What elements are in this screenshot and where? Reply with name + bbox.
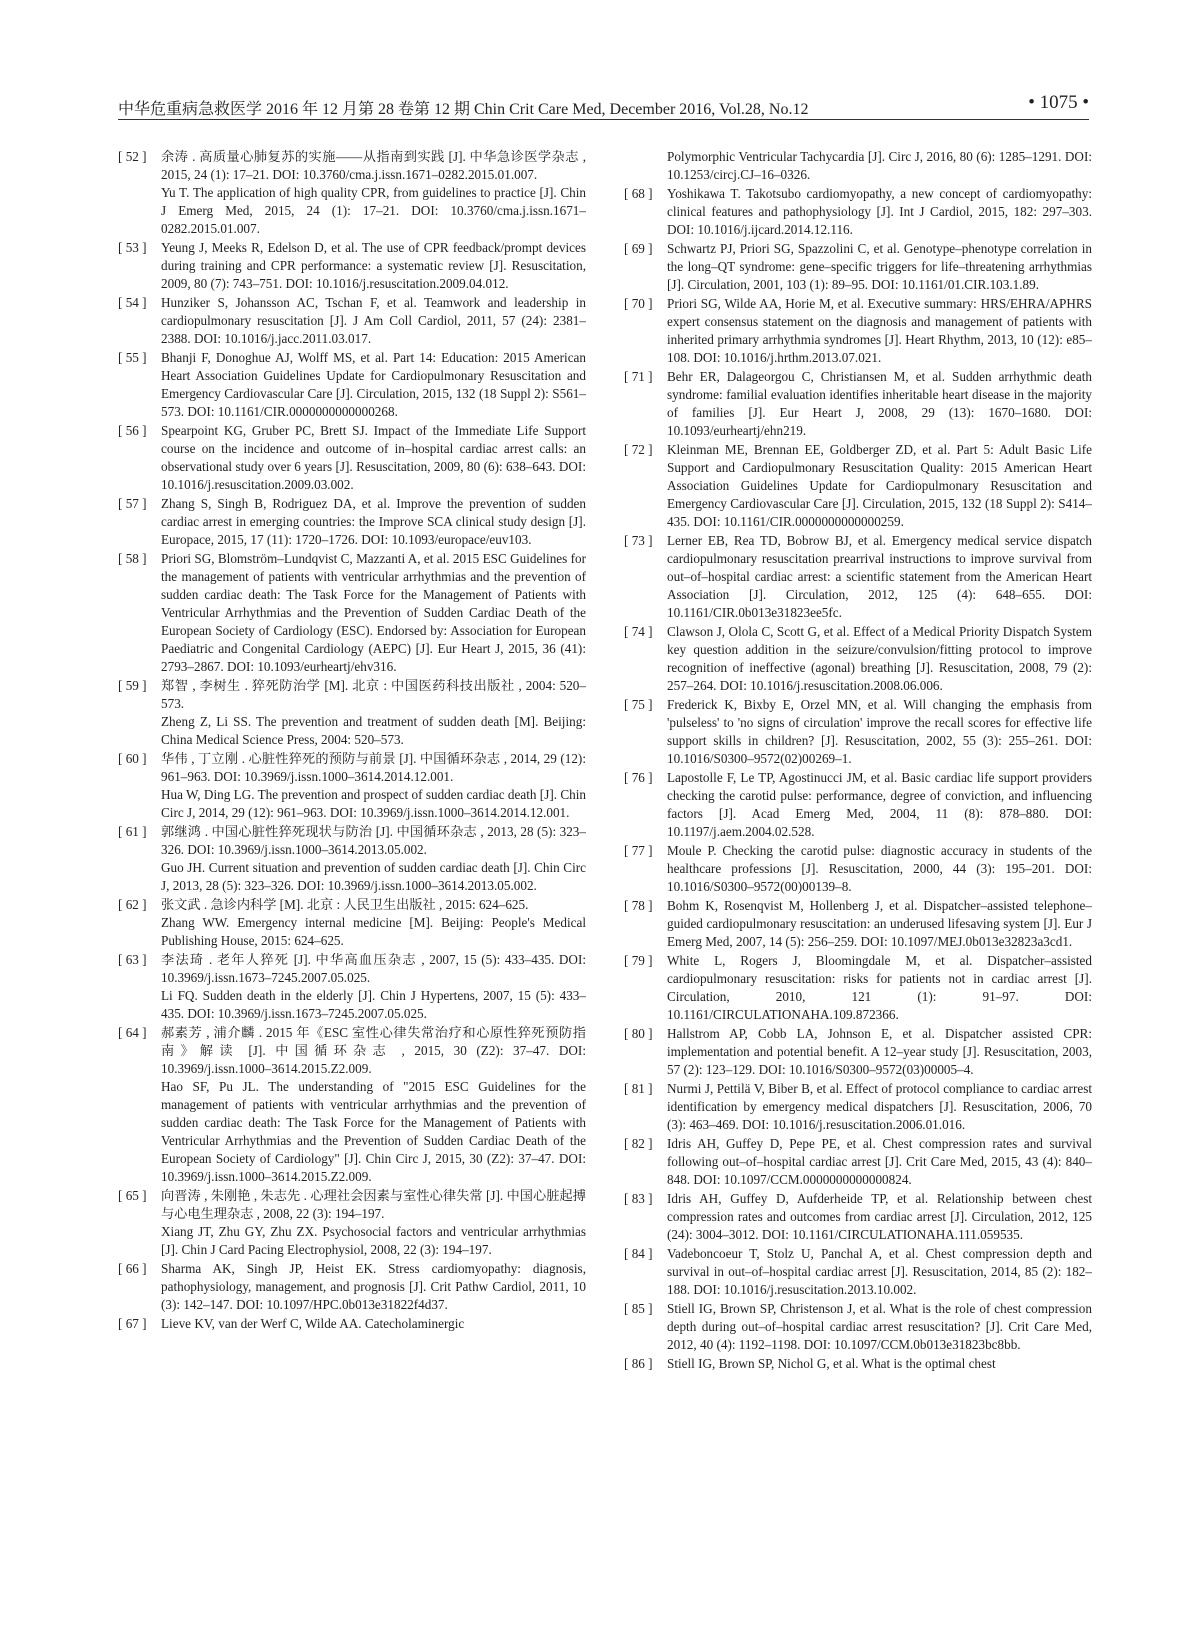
reference-entry	[624, 240, 1092, 294]
reference-entry	[118, 239, 586, 293]
reference-number: [ 85 ]	[624, 1301, 653, 1316]
reference-entry	[624, 696, 1092, 768]
reference-text: Vadeboncoeur T, Stolz U, Panchal A, et al. Chest compression depth and survival in out–of–hospital cardiac arrest [J]. Resuscitation, 2014, 85 (2): 182–188. DOI: 10.1016/j.resuscitation.2013.10.002.	[667, 1246, 1092, 1297]
reference-text: Priori SG, Wilde AA, Horie M, et al. Executive summary: HRS/EHRA/APHRS expert consensus statement on the diagnosis and management of patients with inherited primary arrhythmia syndromes [J]. Heart Rhythm, 2013, 10 (12): e85–108. DOI: 10.1016/j.hrthm.2013.07.021.	[667, 296, 1092, 365]
reference-entry	[118, 1260, 586, 1314]
reference-number: [ 83 ]	[624, 1191, 653, 1206]
reference-number: [ 75 ]	[624, 697, 653, 712]
reference-number: [ 71 ]	[624, 369, 653, 384]
reference-text: Nurmi J, Pettilä V, Biber B, et al. Effect of protocol compliance to cardiac arrest identification by emergency medical dispatchers [J]. Resuscitation, 2006, 70 (3): 463–469. DOI: 10.1016/j.resuscitation.2006.01.016.	[667, 1081, 1092, 1132]
reference-entry	[624, 952, 1092, 1024]
reference-translation: Zheng Z, Li SS. The prevention and treatment of sudden death [M]. Beijing: China Medical Science Press, 2004: 520–573.	[161, 714, 586, 747]
reference-number: [ 55 ]	[118, 350, 147, 365]
reference-text: 张文武 . 急诊内科学 [M]. 北京 : 人民卫生出版社 , 2015: 624–625.	[161, 897, 529, 912]
page-number: • 1075 •	[1028, 92, 1089, 113]
reference-entry	[624, 897, 1092, 951]
reference-text: Priori SG, Blomström–Lundqvist C, Mazzanti A, et al. 2015 ESC Guidelines for the management of patients with ventricular arrhythmias and the prevention of sudden cardiac death: The Task Force for the Management of Patients with Ventricular Arrhythmias and the Prevention of Sudden Cardiac Death of the European Society of Cardiology (ESC). Endorsed by: Association for European Paediatric and Congenital Cardiology (AEPC) [J]. Eur Heart J, 2015, 36 (41): 2793–2867. DOI: 10.1093/eurheartj/ehv316.	[161, 551, 586, 674]
header-divider	[118, 119, 1089, 120]
reference-number: [ 68 ]	[624, 186, 653, 201]
reference-entry	[624, 1190, 1092, 1244]
reference-number: [ 61 ]	[118, 824, 147, 839]
reference-text: Behr ER, Dalageorgou C, Christiansen M, et al. Sudden arrhythmic death syndrome: familial evaluation identifies inheritable heart disease in the majority of families [J]. Eur Heart J, 2008, 29 (13): 1670–1680. DOI: 10.1093/eurheartj/ehn219.	[667, 369, 1092, 438]
reference-entry	[624, 1135, 1092, 1189]
reference-text: Sharma AK, Singh JP, Heist EK. Stress cardiomyopathy: diagnosis, pathophysiology, management, and prognosis [J]. Crit Pathw Cardiol, 2011, 10 (3): 142–147. DOI: 10.1097/HPC.0b013e31822f4d37.	[161, 1261, 586, 1312]
reference-translation: Hua W, Ding LG. The prevention and prospect of sudden cardiac death [J]. Chin Circ J, 2014, 29 (12): 961–963. DOI: 10.3969/j.issn.1000–3614.2014.12.001.	[161, 787, 586, 820]
reference-number: [ 79 ]	[624, 953, 653, 968]
reference-text: Lerner EB, Rea TD, Bobrow BJ, et al. Emergency medical service dispatch cardiopulmonary resuscitation prearrival instructions to improve survival from out–of–hospital cardiac arrest: a scientific statement from the American Heart Association [J]. Circulation, 2012, 125 (4): 648–655. DOI: 10.1161/CIR.0b013e31823ee5fc.	[667, 533, 1092, 620]
reference-text: Stiell IG, Brown SP, Christenson J, et al. What is the role of chest compression depth during out–of–hospital cardiac arrest resuscitation? [J]. Crit Care Med, 2012, 40 (4): 1192–1198. DOI: 10.1097/CCM.0b013e31823bc8bb.	[667, 1301, 1092, 1352]
reference-translation: Hao SF, Pu JL. The understanding of "2015 ESC Guidelines for the management of patients with ventricular arrhythmias and the prevention of sudden cardiac death: The Task Force for the Management of Patients with Ventricular Arrhythmias and the Prevention of Sudden Cardiac Death of the European Society of Cardiology" [J]. Chin Circ J, 2015, 30 (Z2): 37–47. DOI: 10.3969/j.issn.1000–3614.2015.Z2.009.	[161, 1079, 586, 1184]
reference-number: [ 62 ]	[118, 897, 147, 912]
reference-entry	[118, 495, 586, 549]
reference-number: [ 81 ]	[624, 1081, 653, 1096]
page-header	[118, 92, 1089, 118]
reference-number: [ 72 ]	[624, 442, 653, 457]
reference-entry	[624, 1245, 1092, 1299]
reference-text: 郑智 , 李树生 . 猝死防治学 [M]. 北京 : 中国医药科技出版社 , 2004: 520–573.	[161, 678, 586, 711]
reference-text: Idris AH, Guffey D, Aufderheide TP, et al. Relationship between chest compression rates and outcomes from cardiac arrest [J]. Circulation, 2012, 125 (24): 3004–3012. DOI: 10.1161/CIRCULATIONAHA.111.059535.	[667, 1191, 1092, 1242]
reference-number: [ 58 ]	[118, 551, 147, 566]
reference-text: Hunziker S, Johansson AC, Tschan F, et al. Teamwork and leadership in cardiopulmonary resuscitation [J]. J Am Coll Cardiol, 2011, 57 (24): 2381–2388. DOI: 10.1016/j.jacc.2011.03.017.	[161, 295, 586, 346]
reference-number: [ 74 ]	[624, 624, 653, 639]
reference-number: [ 60 ]	[118, 751, 147, 766]
reference-number: [ 69 ]	[624, 241, 653, 256]
reference-translation: Guo JH. Current situation and prevention of sudden cardiac death [J]. Chin Circ J, 2013, 28 (5): 323–326. DOI: 10.3969/j.issn.1000–3614.2013.05.002.	[161, 860, 586, 893]
reference-text: 华伟 , 丁立刚 . 心脏性猝死的预防与前景 [J]. 中国循环杂志 , 2014, 29 (12): 961–963. DOI: 10.3969/j.issn.1000–3614.2014.12.001.	[161, 751, 586, 784]
reference-text: Lieve KV, van der Werf C, Wilde AA. Catecholaminergic	[161, 1316, 465, 1331]
reference-entry	[118, 349, 586, 421]
reference-entry	[624, 185, 1092, 239]
reference-entry	[118, 422, 586, 494]
reference-column-right	[624, 148, 1092, 1520]
reference-entry	[624, 1025, 1092, 1079]
reference-entry	[118, 148, 586, 238]
reference-translation: Xiang JT, Zhu GY, Zhu ZX. Psychosocial factors and ventricular arrhythmias [J]. Chin J Card Pacing Electrophysiol, 2008, 22 (3): 194–197.	[161, 1224, 586, 1257]
reference-number: [ 54 ]	[118, 295, 147, 310]
reference-entry	[624, 1300, 1092, 1354]
reference-translation: Yu T. The application of high quality CPR, from guidelines to practice [J]. Chin J Emerg Med, 2015, 24 (1): 17–21. DOI: 10.3760/cma.j.issn.1671–0282.2015.01.007.	[161, 185, 586, 236]
reference-translation: Li FQ. Sudden death in the elderly [J]. Chin J Hypertens, 2007, 15 (5): 433–435. DOI: 10.3969/j.issn.1673–7245.2007.05.025.	[161, 988, 586, 1021]
reference-entry	[624, 1355, 1092, 1373]
reference-entry	[624, 1080, 1092, 1134]
reference-number: [ 64 ]	[118, 1025, 147, 1040]
reference-text: Frederick K, Bixby E, Orzel MN, et al. Will changing the emphasis from 'pulseless' to 'no signs of circulation' improve the recall scores for effective life support skills in children? [J]. Resuscitation, 2002, 55 (3): 255–261. DOI: 10.1016/S0300–9572(02)00269–1.	[667, 697, 1092, 766]
reference-number: [ 73 ]	[624, 533, 653, 548]
reference-text: Zhang S, Singh B, Rodriguez DA, et al. Improve the prevention of sudden cardiac arrest in emerging countries: the Improve SCA clinical study design [J]. Europace, 2015, 17 (11): 1720–1726. DOI: 10.1093/europace/euv103.	[161, 496, 586, 547]
reference-text: 向晋涛 , 朱刚艳 , 朱志先 . 心理社会因素与室性心律失常 [J]. 中国心脏起搏与心电生理杂志 , 2008, 22 (3): 194–197.	[161, 1188, 586, 1221]
reference-number: [ 52 ]	[118, 149, 147, 164]
reference-entry	[118, 823, 586, 895]
reference-number: [ 57 ]	[118, 496, 147, 511]
reference-text: Spearpoint KG, Gruber PC, Brett SJ. Impact of the Immediate Life Support course on the incidence and outcome of in–hospital cardiac arrest calls: an observational study over 6 years [J]. Resuscitation, 2009, 80 (6): 638–643. DOI: 10.1016/j.resuscitation.2009.03.002.	[161, 423, 586, 492]
reference-entry	[624, 368, 1092, 440]
reference-number: [ 78 ]	[624, 898, 653, 913]
reference-entry	[118, 1315, 586, 1333]
reference-entry	[624, 842, 1092, 896]
reference-translation: Zhang WW. Emergency internal medicine [M]. Beijing: People's Medical Publishing House, 2015: 624–625.	[161, 915, 586, 948]
reference-entry	[118, 550, 586, 676]
reference-text: 余涛 . 高质量心肺复苏的实施——从指南到实践 [J]. 中华急诊医学杂志 , 2015, 24 (1): 17–21. DOI: 10.3760/cma.j.issn.1671–0282.2015.01.007.	[161, 149, 586, 182]
reference-entry	[118, 896, 586, 950]
reference-entry	[624, 623, 1092, 695]
reference-text: 李法琦 . 老年人猝死 [J]. 中华高血压杂志 , 2007, 15 (5): 433–435. DOI: 10.3969/j.issn.1673–7245.2007.05.025.	[161, 952, 586, 985]
reference-text: 郝素芳 , 浦介麟 . 2015 年《ESC 室性心律失常治疗和心原性猝死预防指南》解读 [J]. 中国循环杂志 , 2015, 30 (Z2): 37–47. DOI: 10.3969/j.issn.1000–3614.2015.Z2.009.	[161, 1025, 586, 1076]
reference-entry	[624, 148, 1092, 184]
reference-text: Kleinman ME, Brennan EE, Goldberger ZD, et al. Part 5: Adult Basic Life Support and Cardiopulmonary Resuscitation Quality: 2015 American Heart Association Guidelines Update for Cardiopulmonary Resuscitation and Emergency Cardiovascular Care [J]. Circulation, 2015, 132 (18 Suppl 2): S414–435. DOI: 10.1161/CIR.0000000000000259.	[667, 442, 1092, 529]
reference-entry	[118, 1187, 586, 1259]
reference-text: Stiell IG, Brown SP, Nichol G, et al. What is the optimal chest	[667, 1356, 996, 1371]
reference-entry	[118, 677, 586, 749]
reference-entry	[118, 1024, 586, 1186]
reference-entry	[624, 769, 1092, 841]
journal-header: 中华危重病急救医学 2016 年 12 月第 28 卷第 12 期 Chin Crit Care Med, December 2016, Vol.28, No.12	[118, 101, 809, 118]
reference-number: [ 66 ]	[118, 1261, 147, 1276]
reference-number: [ 53 ]	[118, 240, 147, 255]
reference-number: [ 84 ]	[624, 1246, 653, 1261]
reference-number: [ 80 ]	[624, 1026, 653, 1041]
reference-text: Schwartz PJ, Priori SG, Spazzolini C, et al. Genotype–phenotype correlation in the long–QT syndrome: gene–specific triggers for life–threatening arrhythmias [J]. Circulation, 2001, 103 (1): 89–95. DOI: 10.1161/01.CIR.103.1.89.	[667, 241, 1092, 292]
reference-text: Bhanji F, Donoghue AJ, Wolff MS, et al. Part 14: Education: 2015 American Heart Association Guidelines Update for Cardiopulmonary Resuscitation and Emergency Cardiovascular Care [J]. Circulation, 2015, 132 (18 Suppl 2): S561–573. DOI: 10.1161/CIR.0000000000000268.	[161, 350, 586, 419]
reference-number: [ 86 ]	[624, 1356, 653, 1371]
reference-number: [ 76 ]	[624, 770, 653, 785]
reference-text: 郭继鸿 . 中国心脏性猝死现状与防治 [J]. 中国循环杂志 , 2013, 28 (5): 323–326. DOI: 10.3969/j.issn.1000–3614.2013.05.002.	[161, 824, 586, 857]
reference-number: [ 77 ]	[624, 843, 653, 858]
reference-text: Clawson J, Olola C, Scott G, et al. Effect of a Medical Priority Dispatch System key question addition in the seizure/convulsion/fitting protocol to improve recognition of ineffective (agonal) breathing [J]. Resuscitation, 2008, 79 (2): 257–264. DOI: 10.1016/j.resuscitation.2008.06.006.	[667, 624, 1092, 693]
reference-text: Yoshikawa T. Takotsubo cardiomyopathy, a new concept of cardiomyopathy: clinical features and pathophysiology [J]. Int J Cardiol, 2015, 182: 297–303. DOI: 10.1016/j.ijcard.2014.12.116.	[667, 186, 1092, 237]
reference-text: White L, Rogers J, Bloomingdale M, et al. Dispatcher–assisted cardiopulmonary resuscitation: risks for patients not in cardiac arrest [J]. Circulation, 2010, 121 (1): 91–97. DOI: 10.1161/CIRCULATIONAHA.109.872366.	[667, 953, 1092, 1022]
reference-text: Polymorphic Ventricular Tachycardia [J]. Circ J, 2016, 80 (6): 1285–1291. DOI: 10.1253/circj.CJ–16–0326.	[667, 149, 1092, 182]
reference-number: [ 65 ]	[118, 1188, 147, 1203]
reference-entry	[118, 294, 586, 348]
reference-entry	[624, 295, 1092, 367]
reference-entry	[118, 951, 586, 1023]
reference-entry	[624, 532, 1092, 622]
reference-entry	[624, 441, 1092, 531]
reference-text: Idris AH, Guffey D, Pepe PE, et al. Chest compression rates and survival following out–of–hospital cardiac arrest [J]. Crit Care Med, 2015, 43 (4): 840–848. DOI: 10.1097/CCM.0000000000000824.	[667, 1136, 1092, 1187]
reference-entry	[118, 750, 586, 822]
reference-number: [ 82 ]	[624, 1136, 653, 1151]
reference-text: Hallstrom AP, Cobb LA, Johnson E, et al. Dispatcher assisted CPR: implementation and potential benefit. A 12–year study [J]. Resuscitation, 2003, 57 (2): 123–129. DOI: 10.1016/S0300–9572(03)00005–4.	[667, 1026, 1092, 1077]
reference-text: Moule P. Checking the carotid pulse: diagnostic accuracy in students of the healthcare professions [J]. Resuscitation, 2000, 44 (3): 195–201. DOI: 10.1016/S0300–9572(00)00139–8.	[667, 843, 1092, 894]
reference-number: [ 56 ]	[118, 423, 147, 438]
reference-number: [ 70 ]	[624, 296, 653, 311]
reference-text: Bohm K, Rosenqvist M, Hollenberg J, et al. Dispatcher–assisted telephone–guided cardiopulmonary resuscitation: an underused lifesaving system [J]. Eur J Emerg Med, 2007, 14 (5): 256–259. DOI: 10.1097/MEJ.0b013e32823a3cd1.	[667, 898, 1092, 949]
reference-number: [ 67 ]	[118, 1316, 147, 1331]
reference-text: Yeung J, Meeks R, Edelson D, et al. The use of CPR feedback/prompt devices during training and CPR performance: a systematic review [J]. Resuscitation, 2009, 80 (7): 743–751. DOI: 10.1016/j.resuscitation.2009.04.012.	[161, 240, 586, 291]
reference-number: [ 63 ]	[118, 952, 147, 967]
reference-number: [ 59 ]	[118, 678, 147, 693]
reference-text: Lapostolle F, Le TP, Agostinucci JM, et al. Basic cardiac life support providers checking the carotid pulse: performance, degree of conviction, and influencing factors [J]. Acad Emerg Med, 2004, 11 (8): 878–880. DOI: 10.1197/j.aem.2004.02.528.	[667, 770, 1092, 839]
reference-column-left	[118, 148, 586, 1520]
